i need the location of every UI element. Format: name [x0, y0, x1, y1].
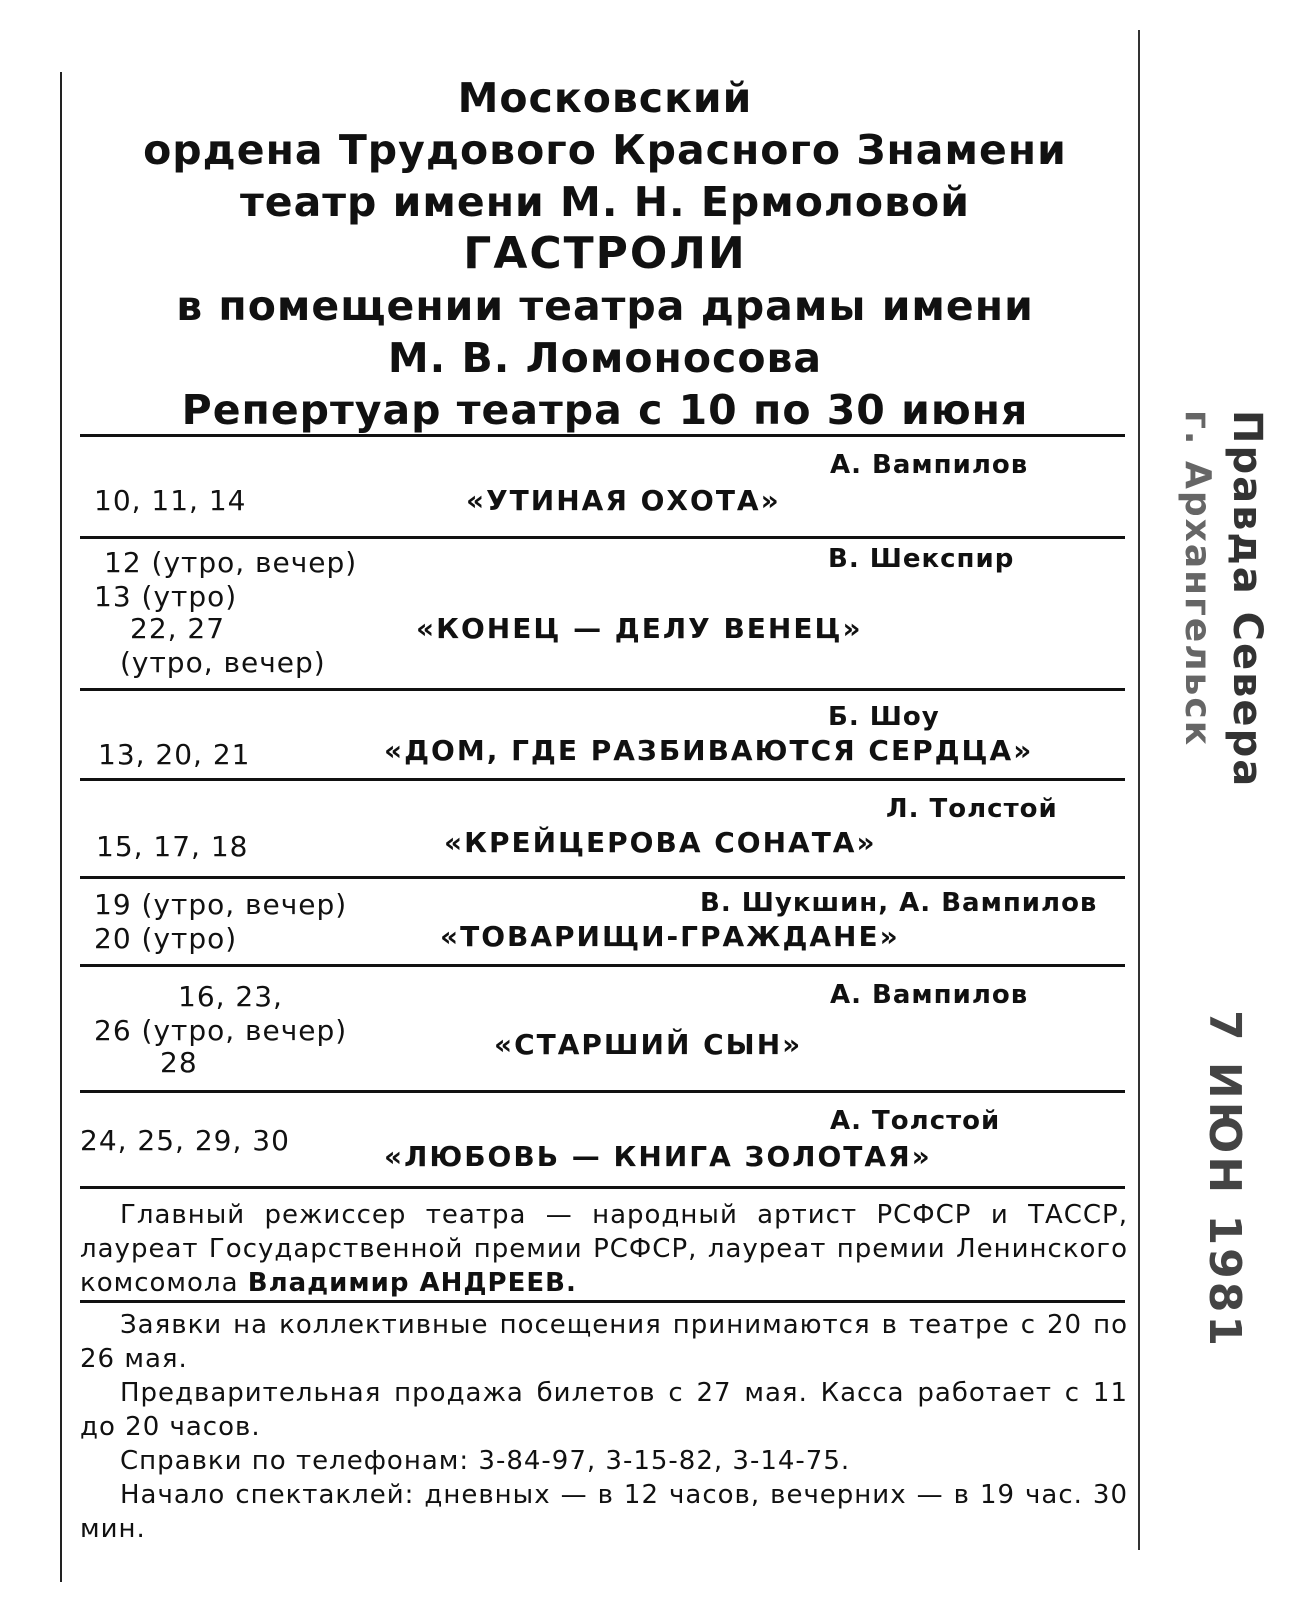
play-dates: 10, 11, 14 [94, 484, 247, 517]
play-dates: 24, 25, 29, 30 [80, 1124, 290, 1157]
divider [80, 1186, 1125, 1189]
divider [80, 876, 1125, 879]
divider [80, 536, 1125, 539]
advance-sales: Предварительная продажа билетов с 27 мая. Касса работает с 11 до 20 часов. [80, 1378, 1128, 1442]
play-dates: 16, 23, [178, 980, 283, 1013]
newspaper-city: г. Архангельск [1177, 410, 1218, 748]
header-theatre-name: театр имени М. Н. Ермоловой [240, 178, 970, 226]
play-dates: 20 (утро) [94, 922, 238, 955]
divider [80, 688, 1125, 691]
play-author: А. Вампилов [830, 980, 1029, 1010]
right-column-rule [1138, 30, 1140, 1550]
show-times: Начало спектаклей: дневных — в 12 часов, вечерних — в 19 час. 30 мин. [80, 1480, 1128, 1544]
archive-stamp [1150, 410, 1270, 1430]
header-repertoire-title: Репертуар театра с 10 по 30 июня [181, 386, 1029, 434]
divider [80, 434, 1125, 437]
play-dates: 13, 20, 21 [98, 738, 251, 771]
play-author: В. Шекспир [828, 544, 1015, 574]
play-author: В. Шукшин, А. Вампилов [700, 888, 1098, 918]
play-title: «УТИНАЯ ОХОТА» [466, 484, 781, 517]
play-title: «ДОМ, ГДЕ РАЗБИВАЮТСЯ СЕРДЦА» [384, 734, 1034, 767]
play-author: Б. Шоу [828, 702, 940, 732]
announcement-header [80, 72, 1130, 436]
phone-info: Справки по телефонам: 3-84-97, 3-15-82, 3-14-75. [120, 1446, 851, 1476]
play-dates: 12 (утро, вечер) [104, 546, 358, 579]
play-dates: 19 (утро, вечер) [94, 888, 348, 921]
divider [80, 1300, 1125, 1303]
header-venue: в помещении театра драмы имени [176, 282, 1034, 330]
play-dates: 26 (утро, вечер) [94, 1014, 348, 1047]
play-author: Л. Толстой [886, 794, 1058, 824]
divider [80, 964, 1125, 967]
director-text: Главный режиссер театра — народный артист РСФСР и ТАССР, лауреат Государственной премии РСФСР, лауреат премии Ленинского комсомола [80, 1200, 1128, 1298]
director-note [80, 1198, 1128, 1300]
director-name: Владимир АНДРЕЕВ. [247, 1268, 577, 1298]
newspaper-name: Правда Севера [1224, 410, 1270, 789]
date-stamp: 7 ИЮН 1981 [1199, 1010, 1250, 1350]
play-title: «СТАРШИЙ СЫН» [494, 1028, 803, 1061]
play-title: «КОНЕЦ — ДЕЛУ ВЕНЕЦ» [416, 612, 863, 645]
booking-info [80, 1308, 1128, 1546]
header-venue-name: М. В. Ломоносова [387, 334, 823, 382]
play-dates: 28 [160, 1046, 198, 1079]
play-dates: 13 (утро) [94, 580, 238, 613]
play-title: «ЛЮБОВЬ — КНИГА ЗОЛОТАЯ» [384, 1140, 932, 1173]
play-author: А. Вампилов [830, 450, 1029, 480]
header-order: ордена Трудового Красного Знамени [143, 126, 1067, 174]
divider [80, 778, 1125, 781]
left-clipping-edge [60, 72, 62, 1582]
play-dates: (утро, вечер) [120, 646, 326, 679]
play-title: «КРЕЙЦЕРОВА СОНАТА» [444, 826, 877, 859]
play-dates: 15, 17, 18 [96, 830, 249, 863]
play-author: А. Толстой [830, 1106, 1001, 1136]
play-dates: 22, 27 [130, 612, 226, 645]
play-title: «ТОВАРИЩИ-ГРАЖДАНЕ» [440, 920, 900, 953]
header-tour: ГАСТРОЛИ [463, 228, 747, 279]
header-city: Московский [457, 74, 753, 122]
group-bookings: Заявки на коллективные посещения принимаются в театре с 20 по 26 мая. [80, 1310, 1128, 1374]
divider [80, 1090, 1125, 1093]
